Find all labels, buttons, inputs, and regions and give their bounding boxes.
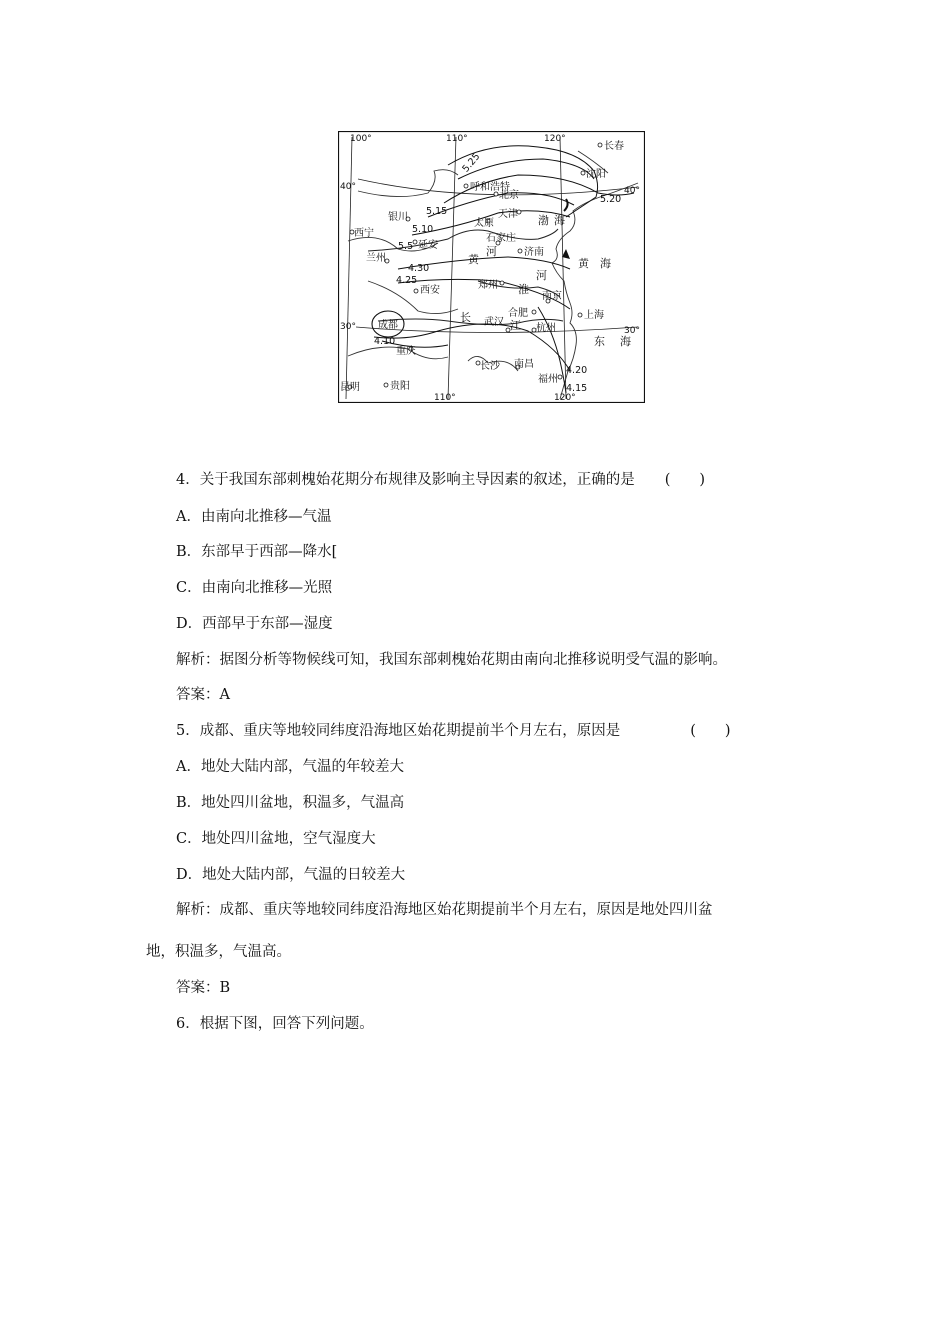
q5-option-b: B．地处四川盆地，积温多，气温高 [176,795,405,811]
sea-donghai-1: 东 [594,335,605,348]
sea-bohai-1: 渤 [538,214,549,227]
isoline-label-4-20: 4.20 [566,365,588,376]
city-shenyang: 沈阳 [586,169,606,180]
label-lat40-right: 40° [624,186,640,196]
city-kunming: 昆明 [340,382,360,393]
q4-stem-line [176,468,705,489]
city-changsha: 长沙 [480,361,500,372]
q4-analysis: 解析：据图分析等物候线可知，我国东部刺槐始花期由南向北推移说明受气温的影响。 [176,652,727,668]
river-huanghe-2: 河 [486,245,497,258]
isoline-label-4-25: 4.25 [396,275,418,286]
isoline-label-4-30: 4.30 [408,263,430,274]
isoline-label-4-10: 4.10 [374,336,396,347]
river-huanghe-1: 黄 [468,253,479,266]
city-fuzhou: 福州 [538,374,558,385]
city-hefei: 合肥 [508,308,528,319]
city-guiyang: 贵阳 [390,381,410,392]
phenology-map [338,131,645,403]
q5-analysis-line1: 解析：成都、重庆等地较同纬度沿海地区始花期提前半个月左右，原因是地处四川盆 [176,902,713,918]
city-wuhan: 武汉 [484,317,504,328]
city-tianjin: 天津 [498,209,518,220]
q4-option-a: A．由南向北推移—气温 [176,509,332,525]
label-lon100: 100° [350,134,372,144]
q5-option-d: D．地处大陆内部，气温的日较差大 [176,867,406,883]
label-lon120-top: 120° [544,134,566,144]
city-nanchang: 南昌 [514,359,534,370]
river-changjiang-1: 长 [460,311,471,324]
city-hangzhou: 杭州 [536,323,556,334]
city-chongqing: 重庆 [396,346,416,357]
label-lon110-top: 110° [446,134,468,144]
isoline-label-5-25: 5.25 [460,151,483,175]
label-lat30-left: 30° [340,322,356,332]
river-huaihe-2: 河 [536,269,547,282]
city-lanzhou: 兰州 [366,253,386,264]
label-lon120-bottom: 120° [554,393,576,403]
isoline-label-5-5: 5.5 [398,241,414,252]
q4-option-d: D．西部早于东部—湿度 [176,616,333,632]
label-lat40-left: 40° [340,182,356,192]
q5-answer: 答案：B [176,980,231,996]
city-zhengzhou: 郑州 [478,280,498,291]
city-yanan: 延安 [418,240,438,251]
q4-stem: 4．关于我国东部刺槐始花期分布规律及影响主导因素的叙述，正确的是 [176,472,635,488]
city-xian: 西安 [420,285,440,296]
city-hohhot: 呼和浩特 [470,182,510,193]
label-lon110-bottom: 110° [434,393,456,403]
q4-option-b: B．东部早于西部—降水[ [176,544,338,560]
isoline-label-5-20: 5.20 [600,194,622,205]
q6-stem: 6．根据下图，回答下列问题。 [176,1016,374,1032]
city-chengdu: 成都 [378,320,398,331]
q5-analysis-line2: 地，积温多，气温高。 [146,944,291,960]
q4-answer: 答案：A [176,687,230,703]
city-shijiazhuang: 石家庄 [486,233,516,244]
river-huaihe-1: 淮 [518,283,529,296]
q5-option-a: A．地处大陆内部，气温的年较差大 [176,759,404,775]
isoline-label-4-15: 4.15 [566,383,588,394]
city-yinchuan: 银川 [388,212,408,223]
isoline-label-5-15: 5.15 [426,206,448,217]
city-xining: 西宁 [354,228,374,239]
sea-huanghai-1: 黄 [578,257,589,270]
q4-answer-paren: ( ) [664,472,706,488]
city-shanghai: 上海 [584,310,604,321]
sea-bohai-2: 海 [554,214,565,227]
city-nanjing: 南京 [542,291,562,302]
city-changchun: 长春 [604,141,624,152]
city-jinan: 济南 [524,247,544,258]
river-changjiang-2: 江 [510,319,521,332]
q5-answer-paren: ( ) [690,723,731,739]
q5-option-c: C．地处四川盆地，空气湿度大 [176,831,376,847]
q5-stem-line [176,719,731,740]
city-beijing: 北京 [499,190,519,201]
city-taiyuan: 太原 [474,218,494,229]
isoline-label-5-10: 5.10 [412,224,434,235]
label-lat30-right: 30° [624,326,640,336]
sea-donghai-2: 海 [620,335,631,348]
q5-stem: 5．成都、重庆等地较同纬度沿海地区始花期提前半个月左右，原因是 [176,723,621,739]
q4-option-c: C．由南向北推移—光照 [176,580,333,596]
sea-huanghai-2: 海 [600,257,611,270]
